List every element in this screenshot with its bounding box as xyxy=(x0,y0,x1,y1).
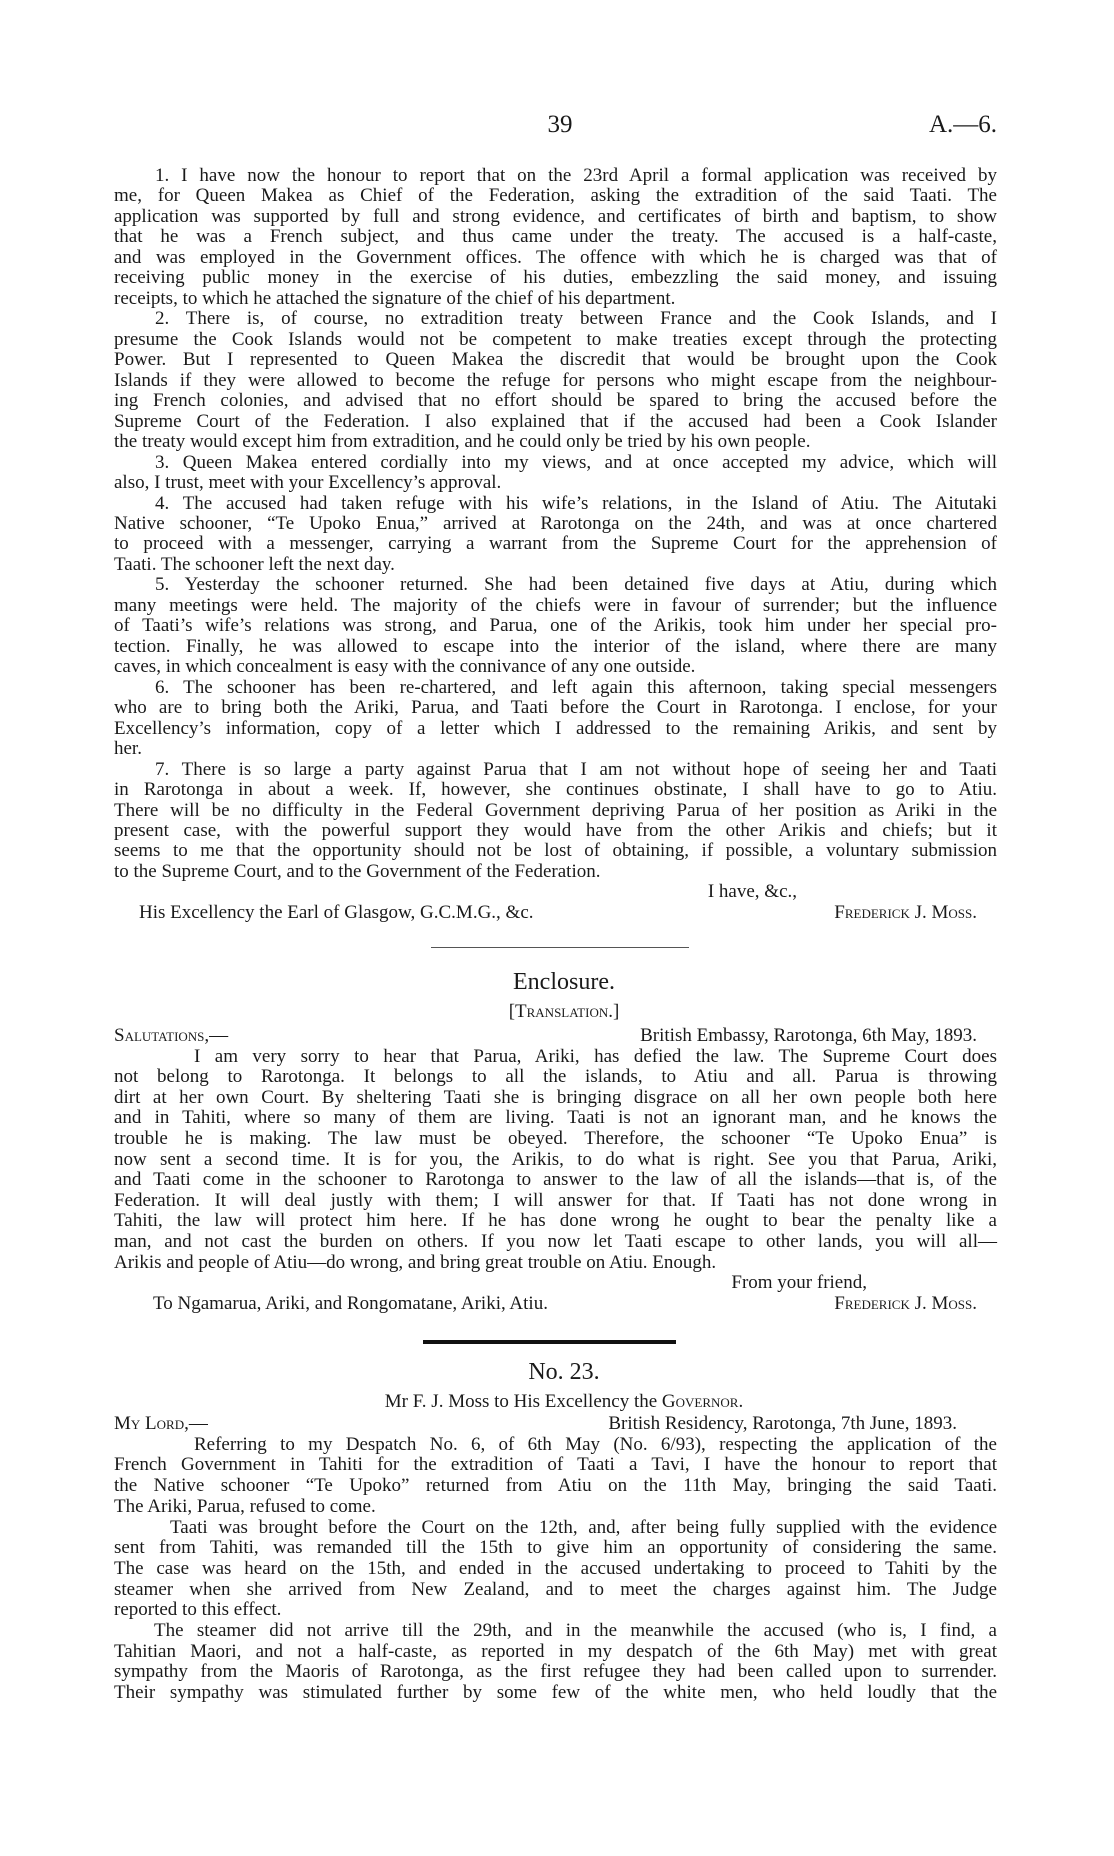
document-reference: A.—6. xyxy=(928,111,997,138)
letter-paragraphs xyxy=(114,166,997,882)
despatch-heading-recipient: Governor. xyxy=(661,1391,744,1412)
text-line: in Rarotonga in about a week. If, however, she continues obstinate, I shall have to go to Atiu. xyxy=(114,779,997,801)
enclosure-salutation: Salutations,— xyxy=(114,1025,229,1046)
text-line: receiving public money in the exercise of his duties, embezzling the said money, and issuing xyxy=(114,267,997,289)
text-line: me, for Queen Makea as Chief of the Federation, asking the extradition of the said Taati. The xyxy=(114,185,997,207)
enclosure-paragraphs xyxy=(114,1047,997,1274)
text-line: 4. The accused had taken refuge with his wife’s relations, in the Island of Atiu. The Aitutaki xyxy=(155,492,997,514)
text-line: reported to this effect. xyxy=(114,1599,282,1621)
text-line: Tahiti, the law will protect him here. If he has done wrong he ought to bear the penalty like a xyxy=(114,1210,997,1232)
text-line: Islands if they were allowed to become the refuge for persons who might escape from the neighbour- xyxy=(114,369,997,391)
text-line: Excellency’s information, copy of a letter which I addressed to the remaining Arikis, and sent by xyxy=(114,717,997,739)
paragraph xyxy=(114,1518,997,1622)
text-line: French Government in Tahiti for the extradition of Taati a Tavi, I have the honour to report that xyxy=(114,1454,997,1476)
enclosure-body xyxy=(114,1026,997,1314)
letter-addressee: His Excellency the Earl of Glasgow, G.C.M.G., &c. xyxy=(139,901,534,923)
text-line: not belong to Rarotonga. It belongs to all the islands, to Atiu and all. Parua is throwing xyxy=(114,1066,997,1088)
despatch-number: No. 23. xyxy=(528,1359,600,1385)
paragraph xyxy=(114,309,997,452)
text-line: to the Supreme Court, and to the Government of the Federation. xyxy=(114,860,601,882)
paragraph xyxy=(114,575,997,677)
text-line: who are to bring both the Ariki, Parua, and Taati before the Court in Rarotonga. I enclose, for your xyxy=(114,697,997,719)
text-line: steamer when she arrived from New Zealand, and to meet the charges against him. The Judge xyxy=(114,1578,997,1600)
text-line: and Taati come in the schooner to Rarotonga to answer to the law of all the islands—that is, of the xyxy=(114,1169,997,1191)
paragraph xyxy=(114,1435,997,1518)
text-line: of Taati’s wife’s relations was strong, and Parua, one of the Arikis, took him under her special pro- xyxy=(114,615,997,637)
letter-signoff-row xyxy=(114,903,997,923)
text-line: 6. The schooner has been re-chartered, and left again this afternoon, taking special messengers xyxy=(155,676,997,698)
text-line: and in Tahiti, where so many of them are living. Taati is not an ignorant man, and he knows the xyxy=(114,1107,997,1129)
letter-signature: Frederick J. Moss. xyxy=(834,901,977,923)
despatch-place-date: British Residency, Rarotonga, 7th June, 1893. xyxy=(608,1413,957,1434)
despatch-heading xyxy=(114,1391,1014,1413)
text-line: seems to me that the opportunity should not be lost of obtaining, if possible, a voluntary submission xyxy=(114,840,997,862)
text-line: tection. Finally, he was allowed to escape into the interior of the island, where there are many xyxy=(114,635,997,657)
text-line: trouble he is making. The law must be obeyed. Therefore, the schooner “Te Upoko Enua” is xyxy=(114,1127,997,1149)
enclosure-closing-row xyxy=(114,1273,997,1294)
letter-closing: I have, &c., xyxy=(707,881,797,903)
paragraph xyxy=(114,453,997,494)
enclosure-signoff-row xyxy=(114,1294,997,1315)
text-line: caves, in which concealment is easy with the connivance of any one outside. xyxy=(114,656,696,678)
enclosure-header-row xyxy=(114,1026,997,1047)
text-line: now sent a second time. It is for you, the Arikis, to do what is right. See you that Parua, Ariki, xyxy=(114,1148,997,1170)
despatch-salutation: My Lord,— xyxy=(114,1413,208,1434)
text-line: that he was a French subject, and thus came under the treaty. The accused is a half-caste, xyxy=(114,226,997,248)
enclosure-subtitle: [Translation.] xyxy=(508,1001,620,1022)
enclosure-title: Enclosure. xyxy=(513,969,615,995)
paragraph xyxy=(114,166,997,309)
despatch-paragraphs xyxy=(114,1435,997,1704)
text-line: Taati. The schooner left the next day. xyxy=(114,553,395,575)
text-line: dirt at her own Court. By sheltering Taati she is bringing disgrace on all her own people both here xyxy=(114,1086,997,1108)
text-line: receipts, to which he attached the signature of the chief of his department. xyxy=(114,287,676,309)
despatch-heading-prefix: Mr F. J. Moss to His Excellency the xyxy=(384,1391,662,1412)
text-line: There will be no difficulty in the Federal Government depriving Parua of her position as Ariki in the xyxy=(114,799,997,821)
text-line: the treaty would except him from extradition, and he could only be tried by his own people. xyxy=(114,431,811,453)
enclosure-signature: Frederick J. Moss. xyxy=(834,1292,977,1314)
text-line: 7. There is so large a party against Parua that I am not without hope of seeing her and Taati xyxy=(155,758,997,780)
text-line: man, and not cast the burden on others. If you now let Taati escape to other lands, you will all— xyxy=(114,1230,997,1252)
text-line: 2. There is, of course, no extradition treaty between France and the Cook Islands, and I xyxy=(155,308,997,330)
text-line: Taati was brought before the Court on the 12th, and, after being fully supplied with the evidence xyxy=(170,1516,997,1538)
text-line: Tahitian Maori, and not a half-caste, as reported in my despatch of the 6th May) met with great xyxy=(114,1640,997,1662)
text-line: presume the Cook Islands would not be competent to make treaties except through the protecting xyxy=(114,328,997,350)
text-line: Power. But I represented to Queen Makea the discredit that would be brought upon the Cook xyxy=(114,349,997,371)
text-line: Native schooner, “Te Upoko Enua,” arrived at Rarotonga on the 24th, and was at once chartered xyxy=(114,512,997,534)
text-line: 5. Yesterday the schooner returned. She had been detained five days at Atiu, during which xyxy=(155,574,997,596)
text-line: 3. Queen Makea entered cordially into my views, and at once accepted my advice, which will xyxy=(155,451,997,473)
text-line: many meetings were held. The majority of the chiefs were in favour of surrender; but the influence xyxy=(114,594,997,616)
enclosure-closing: From your friend, xyxy=(731,1272,867,1294)
text-line: to proceed with a messenger, carrying a warrant from the Supreme Court for the apprehension of xyxy=(114,533,997,555)
paragraph xyxy=(114,494,997,576)
enclosure-place-date: British Embassy, Rarotonga, 6th May, 1893. xyxy=(640,1025,977,1046)
paragraph xyxy=(114,1621,997,1704)
text-line: ing French colonies, and advised that no effort should be spared to bring the accused before the xyxy=(114,390,997,412)
section-divider xyxy=(431,947,689,948)
text-line: I am very sorry to hear that Parua, Ariki, has defied the law. The Supreme Court does xyxy=(194,1045,997,1067)
paragraph xyxy=(114,760,997,883)
text-line: her. xyxy=(114,738,142,760)
text-line: The Ariki, Parua, refused to come. xyxy=(114,1495,376,1517)
text-line: Supreme Court of the Federation. I also explained that if the accused had been a Cook Islander xyxy=(114,410,997,432)
text-line: present case, with the powerful support they would have from the other Arikis and chiefs; but it xyxy=(114,820,997,841)
despatch-header-row xyxy=(114,1414,997,1435)
text-line: application was supported by full and strong evidence, and certificates of birth and baptism, to show xyxy=(114,205,997,227)
paragraph xyxy=(114,1047,997,1274)
text-line: Their sympathy was stimulated further by some few of the white men, who held loudly that the xyxy=(114,1682,997,1704)
text-line: sympathy from the Maoris of Rarotonga, as the first refugee they had been called upon to surrender. xyxy=(114,1661,997,1683)
text-line: the Native schooner “Te Upoko” returned from Atiu on the 11th May, bringing the said Taati. xyxy=(114,1475,997,1497)
text-line: and was employed in the Government offices. The offence with which he is charged was that of xyxy=(114,246,997,268)
text-line: Referring to my Despatch No. 6, of 6th May (No. 6/93), respecting the application of the xyxy=(194,1433,997,1455)
text-line: 1. I have now the honour to report that on the 23rd April a formal application was received by xyxy=(155,165,997,186)
text-line: The case was heard on the 15th, and ended in the accused undertaking to proceed to Tahiti by the xyxy=(114,1557,997,1579)
letter-closing-row xyxy=(114,882,997,902)
enclosure-addressee: To Ngamarua, Ariki, and Rongomatane, Ariki, Atiu. xyxy=(153,1292,548,1314)
heavy-section-divider xyxy=(423,1340,676,1344)
text-line: The steamer did not arrive till the 29th, and in the meanwhile the accused (who is, I find, a xyxy=(154,1620,997,1642)
text-line: Federation. It will deal justly with them; I will answer for that. If Taati has not done wrong in xyxy=(114,1189,997,1211)
letter-body xyxy=(114,166,997,923)
text-line: sent from Tahiti, was remanded till the 15th to give him an opportunity of considering the same. xyxy=(114,1537,997,1559)
paragraph xyxy=(114,678,997,760)
text-line: also, I trust, meet with your Excellency’s approval. xyxy=(114,472,502,494)
despatch-body xyxy=(114,1414,997,1704)
page-number: 39 xyxy=(547,111,573,138)
text-line: Arikis and people of Atiu—do wrong, and bring great trouble on Atiu. Enough. xyxy=(114,1251,717,1273)
